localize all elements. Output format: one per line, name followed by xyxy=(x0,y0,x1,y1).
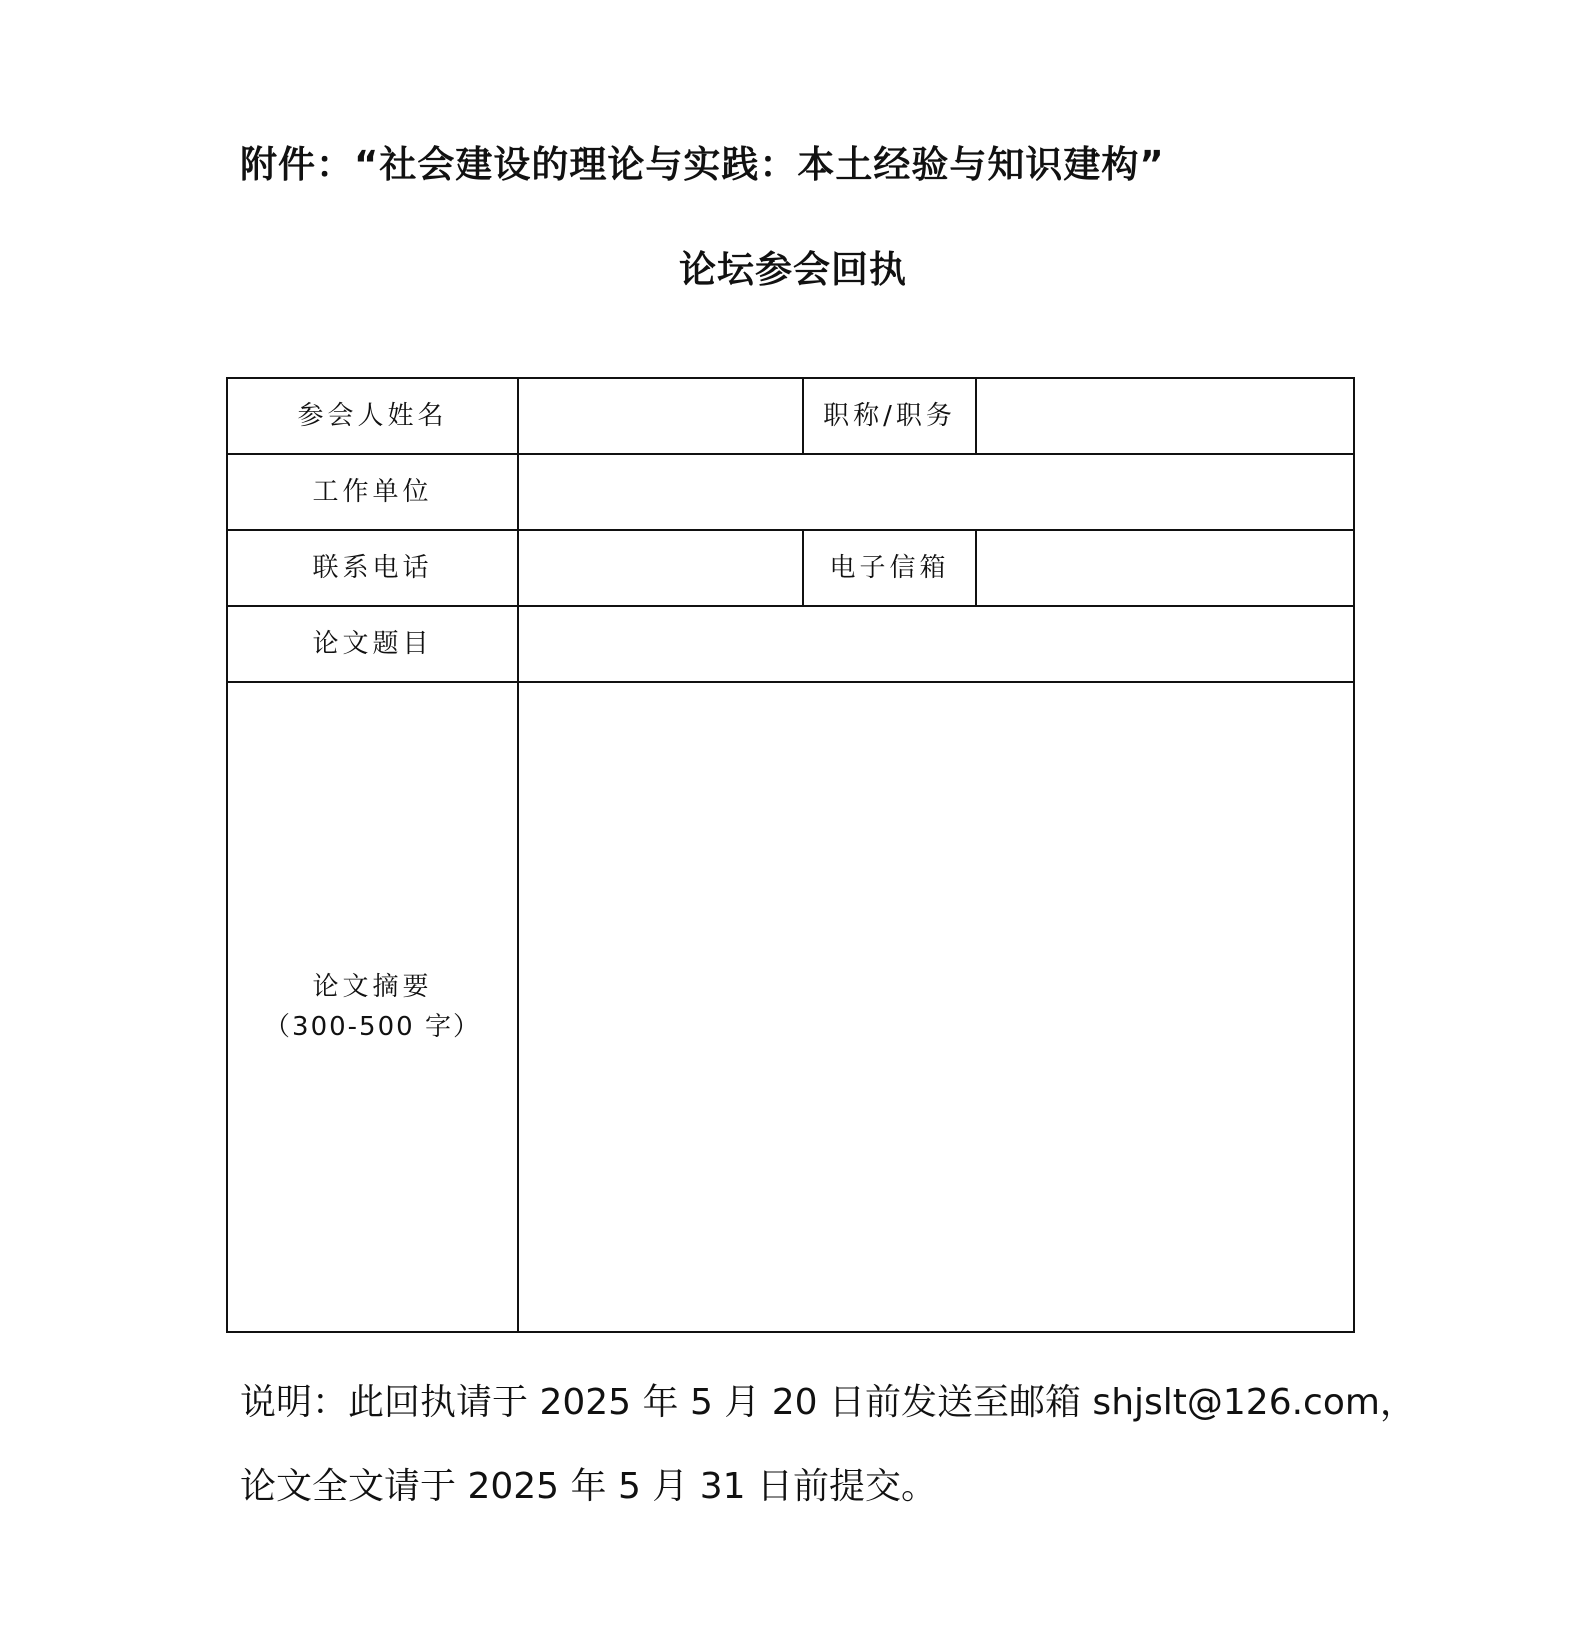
registration-form-table xyxy=(226,377,1355,1333)
table-row xyxy=(227,606,1354,682)
document-title: 附件：“社会建设的理论与实践：本土经验与知识建构” xyxy=(240,143,1165,186)
title-label: 职称/职务 xyxy=(823,401,956,431)
phone-field[interactable] xyxy=(518,530,803,606)
abstract-field[interactable] xyxy=(518,682,1354,1332)
phone-label-cell xyxy=(227,530,518,606)
instruction-line-1: 说明：此回执请于 2025 年 5 月 20 日前发送至邮箱 shjslt@126.com， xyxy=(240,1382,1416,1423)
organization-label-cell xyxy=(227,454,518,530)
title-label-cell xyxy=(803,378,976,454)
name-field[interactable] xyxy=(518,378,803,454)
paper-title-label-cell xyxy=(227,606,518,682)
email-field[interactable] xyxy=(976,530,1354,606)
name-label: 参会人姓名 xyxy=(297,401,448,431)
email-label: 电子信箱 xyxy=(829,553,950,583)
table-row xyxy=(227,378,1354,454)
phone-label: 联系电话 xyxy=(312,553,433,583)
abstract-label-cell xyxy=(227,682,518,1332)
name-label-cell xyxy=(227,378,518,454)
organization-label: 工作单位 xyxy=(312,477,433,507)
email-label-cell xyxy=(803,530,976,606)
table-row xyxy=(227,682,1354,1332)
abstract-length-note: （300-500 字） xyxy=(264,1012,481,1042)
document-subtitle: 论坛参会回执 xyxy=(679,248,907,291)
abstract-label: 论文摘要 xyxy=(312,972,433,1002)
instruction-line-2: 论文全文请于 2025 年 5 月 31 日前提交。 xyxy=(240,1466,937,1507)
table-row xyxy=(227,530,1354,606)
title-field[interactable] xyxy=(976,378,1354,454)
paper-title-label: 论文题目 xyxy=(312,629,433,659)
table-row xyxy=(227,454,1354,530)
organization-field[interactable] xyxy=(518,454,1354,530)
paper-title-field[interactable] xyxy=(518,606,1354,682)
